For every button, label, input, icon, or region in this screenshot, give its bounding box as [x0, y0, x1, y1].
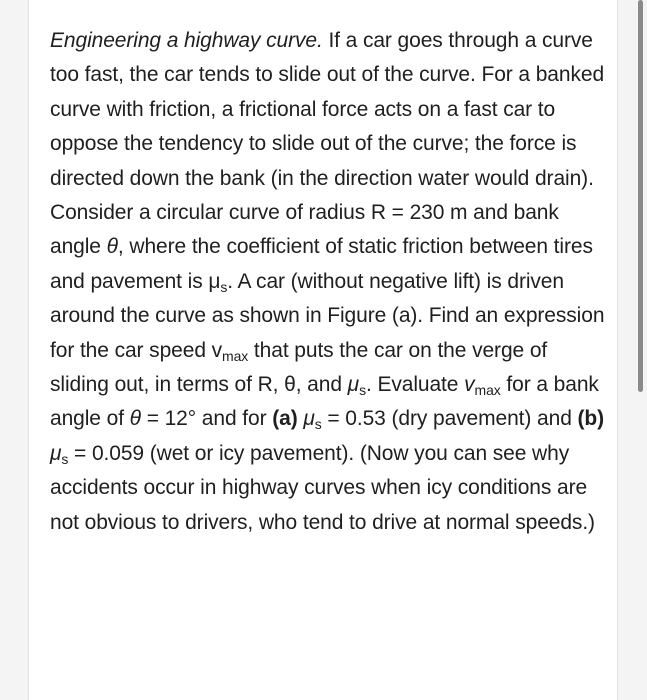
problem-intro: If a car goes through a curve too fast, the car tends to slide out of the curve. For a banked curve with friction, a frictional force acts on a fast car to oppose the tendency to slide out of the curve; the force is directed down the bank (in the direction water would drain). Consider a circular curve of radius R = 230 m and bank angle: [50, 29, 605, 259]
problem-text-4: that puts the car on the verge of sliding out, in terms of R, θ, and: [50, 338, 548, 397]
part-a-label: (a): [272, 407, 298, 431]
problem-card: [28, 0, 618, 700]
problem-text-5: . Evaluate: [365, 373, 465, 397]
mu-symbol: μ: [303, 407, 315, 431]
problem-text-3: . A car (without negative lift) is driven around the curve as shown in Figure (a). Find an expression for the car speed v: [50, 269, 605, 362]
subscript-s: s: [61, 450, 69, 467]
problem-text-9: = 0.059 (wet or icy pavement). (Now you can see why accidents occur in highway curves when icy conditions are not obvious to drivers, who tend to drive at normal speeds.): [50, 441, 595, 534]
v-symbol: v: [464, 373, 475, 397]
subscript-s: s: [314, 416, 322, 433]
subscript-max: max: [474, 382, 501, 399]
problem-text-8: = 0.53 (dry pavement) and: [321, 407, 578, 431]
theta-symbol: θ: [129, 407, 141, 431]
problem-text-7: = 12° and for: [140, 407, 273, 431]
problem-text-6: for a bank angle of: [50, 373, 599, 431]
subscript-s: s: [359, 382, 366, 399]
subscript-max: max: [222, 347, 249, 364]
problem-title: Engineering a highway curve.: [50, 29, 323, 52]
theta-symbol: θ: [106, 235, 118, 259]
scrollbar-thumb[interactable]: [638, 0, 643, 392]
mu-symbol: μ: [347, 373, 360, 397]
subscript-s: s: [220, 278, 228, 295]
problem-text: [50, 24, 610, 540]
mu-symbol: μ: [50, 441, 62, 465]
problem-text-2: , where the coefficient of static friction between tires and pavement is μ: [50, 235, 593, 293]
part-b-label: (b): [577, 407, 605, 431]
